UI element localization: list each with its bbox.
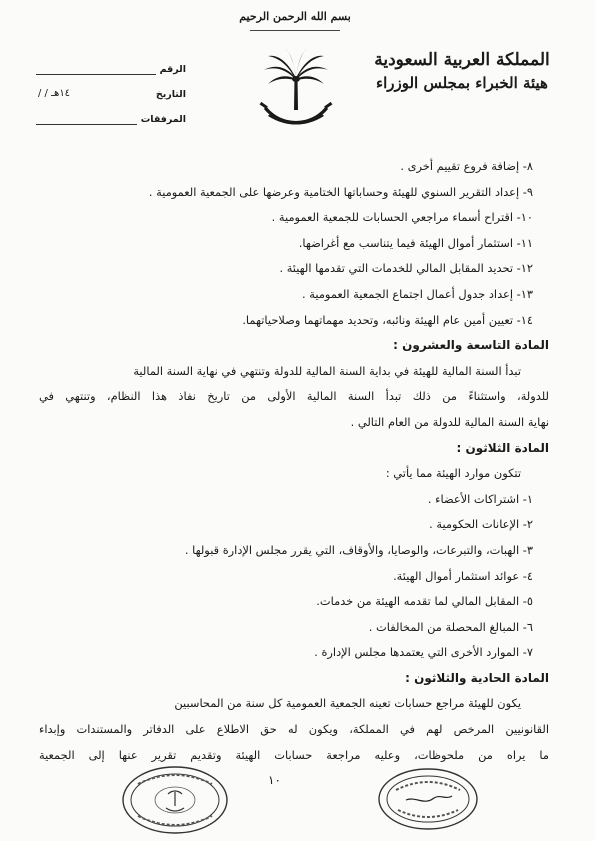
paragraph-line: للدولة، واستثناءً من ذلك تبدأ السنة المالية الأولى من تاريخ نفاذ هذا النظام، وتنتهي في xyxy=(39,389,549,404)
org-authority: هيئة الخبراء بمجلس الوزراء xyxy=(376,74,548,92)
basmala-underline xyxy=(250,30,340,31)
list-item: ١٤- تعيين أمين عام الهيئة ونائبه، وتحديد مهماتهما وصلاحياتهما. xyxy=(242,312,533,327)
list-item: ٨- إضافة فروع تقييم أخرى . xyxy=(400,159,533,173)
list-item: ٧- الموارد الأخرى التي يعتمدها مجلس الإدارة . xyxy=(314,645,533,660)
article-heading: المادة التاسعة والعشرون : xyxy=(393,338,549,353)
paragraph-line: ما يراه من ملحوظات، وعليه مراجعة حسابات الهيئة وتقديم تقرير عنها إلى الجمعية xyxy=(39,747,549,762)
ref-number-row xyxy=(36,50,186,75)
date-line xyxy=(36,88,152,100)
official-stamp-left-icon xyxy=(120,764,230,836)
list-item: ١٠- اقتراح أسماء مراجعي الحسابات للجمعية العمومية . xyxy=(271,210,533,225)
list-item: ٦- المبالغ المحصلة من المخالفات . xyxy=(368,619,533,634)
paragraph-line: يكون للهيئة مراجع حسابات تعينه الجمعية العمومية كل سنة من المحاسبين xyxy=(174,696,521,711)
paragraph-line: تتكون موارد الهيئة مما يأتي : xyxy=(385,466,521,481)
list-item: ١٣- إعداد جدول أعمال اجتماع الجمعية العمومية . xyxy=(302,286,533,301)
list-item: ٤- عوائد استثمار أموال الهيئة. xyxy=(393,568,533,583)
list-item: ١١- استثمار أموال الهيئة فيما يتناسب مع أغراضها. xyxy=(298,235,533,250)
article-heading: المادة الثلاثون : xyxy=(456,440,549,455)
reference-block xyxy=(36,50,186,125)
organization-header xyxy=(367,48,557,94)
ref-number-line xyxy=(36,62,156,75)
ref-number-label: الرقم xyxy=(159,64,186,75)
paragraph-line: تبدأ السنة المالية للهيئة في بداية السنة المالية للدولة وتنتهي في نهاية السنة المالية xyxy=(133,363,521,378)
attachments-label: المرفقات xyxy=(140,114,186,125)
list-item: ٥- المقابل المالي لما تقدمه الهيئة من خدمات. xyxy=(316,594,533,609)
paragraph-line: نهاية السنة المالية للدولة من العام التالي . xyxy=(350,414,549,429)
list-item: ٣- الهبات، والتبرعات، والوصايا، والأوقاف، التي يقرر مجلس الإدارة قبولها . xyxy=(184,542,533,557)
attachments-line xyxy=(36,112,137,125)
attachments-row xyxy=(36,100,186,125)
basmala: بسم الله الرحمن الرحيم xyxy=(239,10,351,23)
article-heading: المادة الحادية والثلاثون : xyxy=(405,670,549,685)
org-country: المملكة العربية السعودية xyxy=(374,50,550,70)
date-row xyxy=(36,75,186,100)
document-body xyxy=(39,154,549,768)
list-item: ٩- إعداد التقرير السنوي للهيئة وحساباتها الختامية وعرضها على الجمعية العمومية . xyxy=(148,184,533,199)
date-value: ١٤هـ / / xyxy=(38,88,71,99)
list-item: ١- اشتراكات الأعضاء . xyxy=(427,491,533,506)
saudi-emblem-icon xyxy=(256,48,336,134)
list-item: ٢- الإعانات الحكومية . xyxy=(429,517,533,532)
list-item: ١٢- تحديد المقابل المالي للخدمات التي تقدمها الهيئة . xyxy=(279,261,533,276)
date-label: التاريخ xyxy=(155,89,186,100)
page-number: ١٠ xyxy=(268,773,281,787)
official-stamp-right-icon xyxy=(376,766,480,832)
paragraph-line: القانونيين المرخص لهم في المملكة، ويكون له حق الاطلاع على الدفاتر والمستندات وإبداء xyxy=(39,722,549,737)
